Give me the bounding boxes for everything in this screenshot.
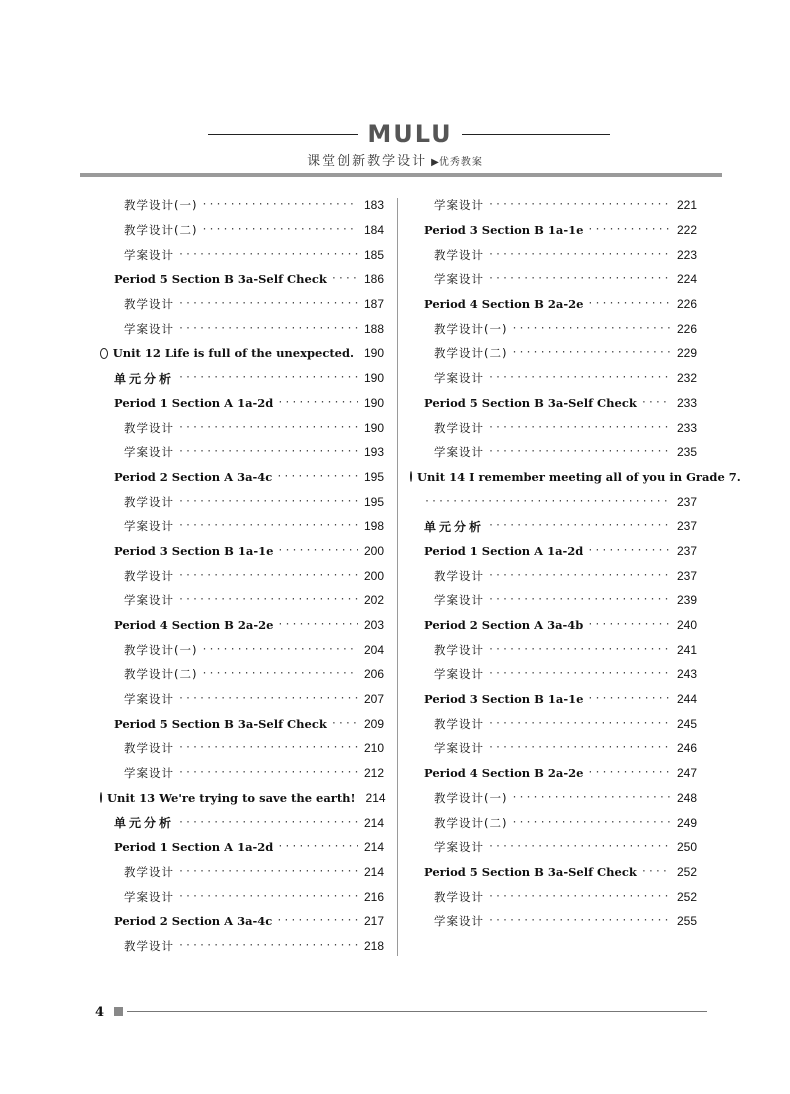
toc-entry-label: 教学设计: [124, 297, 174, 312]
toc-entry[interactable]: [100, 391, 384, 416]
toc-entry-label: Period 5 Section B 3a-Self Check: [424, 864, 637, 879]
toc-entry-label: 学案设计: [434, 667, 484, 682]
toc-entry-page: 243: [676, 667, 697, 682]
toc-entry-label: 教学设计: [434, 420, 484, 435]
toc-entry[interactable]: [100, 415, 384, 440]
toc-entry[interactable]: [410, 786, 697, 811]
toc-entry-label: 教学设计: [434, 568, 484, 583]
toc-leader-dots: [587, 298, 671, 310]
toc-entry-label: 教学设计(一): [434, 790, 508, 805]
toc-entry[interactable]: [410, 440, 697, 465]
toc-entry-page: 190: [363, 420, 384, 435]
page-header: [0, 118, 790, 178]
toc-entry[interactable]: [100, 440, 384, 465]
toc-leader-dots: [201, 199, 358, 211]
toc-entry-label: Unit 13 We're trying to save the earth!: [107, 790, 356, 805]
toc-leader-dots: [488, 594, 671, 606]
toc-entry[interactable]: [100, 786, 384, 811]
header-rule-right: [462, 134, 610, 135]
toc-entry[interactable]: [410, 415, 697, 440]
toc-entry-label: 学案设计: [124, 692, 174, 707]
toc-entry[interactable]: [410, 316, 697, 341]
toc-leader-dots: [178, 422, 358, 434]
toc-leader-dots: [276, 471, 358, 483]
toc-entry[interactable]: [100, 613, 384, 638]
toc-entry[interactable]: [100, 810, 384, 835]
toc-entry[interactable]: [410, 391, 697, 416]
toc-entry-page: 249: [676, 815, 697, 830]
toc-leader-dots: [178, 866, 358, 878]
toc-entry-page: 190: [363, 346, 384, 361]
toc-entry[interactable]: [410, 662, 697, 687]
toc-entry-page: 206: [363, 667, 384, 682]
toc-leader-dots: [488, 742, 671, 754]
toc-entry[interactable]: [100, 193, 384, 218]
toc-entry-page: 214: [363, 815, 384, 830]
toc-entry-page: 237: [676, 543, 697, 558]
toc-entry[interactable]: [410, 292, 697, 317]
toc-entry-label: 学案设计: [124, 766, 174, 781]
header-arrow-icon: ▶: [431, 157, 439, 168]
toc-entry[interactable]: [100, 860, 384, 885]
toc-leader-dots: [587, 224, 671, 236]
toc-leader-dots: [277, 545, 358, 557]
toc-entry-page: 188: [363, 321, 384, 336]
toc-leader-dots: [488, 520, 671, 532]
toc-entry-page: 237: [676, 494, 697, 509]
toc-entry-label: Period 4 Section B 2a-2e: [114, 618, 274, 633]
toc-entry-label: 教学设计: [434, 889, 484, 904]
toc-entry-page: 217: [363, 914, 384, 929]
toc-entry-page: 187: [363, 297, 384, 312]
toc-entry-label: Period 3 Section B 1a-1e: [424, 692, 584, 707]
toc-entry-label: 教学设计: [434, 642, 484, 657]
header-band: [80, 173, 722, 177]
toc-leader-dots: [488, 422, 671, 434]
toc-leader-dots: [488, 841, 671, 853]
toc-entry[interactable]: [100, 489, 384, 514]
toc-entry-label: Period 4 Section B 2a-2e: [424, 766, 584, 781]
toc-entry[interactable]: [410, 341, 697, 366]
toc-leader-dots: [201, 224, 358, 236]
toc-entry-label: 学案设计: [434, 741, 484, 756]
toc-entry[interactable]: [410, 687, 697, 712]
toc-entry-page: 204: [363, 642, 384, 657]
toc-entry[interactable]: [100, 761, 384, 786]
header-rule-left: [208, 134, 358, 135]
toc-entry[interactable]: [100, 514, 384, 539]
toc-leader-dots: [488, 644, 671, 656]
toc-entry-label: Period 1 Section A 1a-2d: [424, 543, 584, 558]
toc-entry[interactable]: [410, 242, 697, 267]
toc-entry-label: 教学设计: [124, 741, 174, 756]
toc-entry-label: 教学设计(二): [124, 223, 198, 238]
toc-right-column: [410, 193, 741, 934]
toc-entry[interactable]: [410, 539, 697, 564]
toc-leader-dots: [277, 397, 358, 409]
toc-entry[interactable]: [410, 366, 697, 391]
toc-entry-page: 198: [363, 519, 384, 534]
toc-entry[interactable]: [100, 292, 384, 317]
toc-entry-label: 学案设计: [124, 519, 174, 534]
toc-entry-page: 185: [363, 247, 384, 262]
toc-leader-dots: [178, 323, 358, 335]
toc-entry-label: 单元分析: [114, 816, 175, 831]
toc-entry[interactable]: [410, 218, 697, 243]
toc-entry-label: 单元分析: [424, 519, 485, 534]
toc-entry-label: Period 5 Section B 3a-Self Check: [114, 716, 327, 731]
toc-entry-page: 240: [676, 618, 697, 633]
toc-entry[interactable]: [100, 563, 384, 588]
toc-entry-label: Unit 12 Life is full of the unexpected.: [112, 346, 354, 361]
toc-entry-page: 221: [676, 198, 697, 213]
toc-entry[interactable]: [100, 242, 384, 267]
toc-entry-label: 单元分析: [114, 371, 175, 386]
toc-leader-dots: [178, 594, 358, 606]
toc-leader-dots: [587, 545, 671, 557]
toc-leader-dots: [488, 915, 671, 927]
toc-entry-page: 200: [363, 568, 384, 583]
toc-leader-dots: [331, 718, 358, 730]
toc-leader-dots: [201, 644, 358, 656]
toc-entry-page: 235: [676, 445, 697, 460]
toc-entry-label: Period 3 Section B 1a-1e: [114, 543, 274, 558]
toc-leader-dots: [178, 298, 358, 310]
toc-entry[interactable]: [410, 465, 741, 490]
toc-entry-label: 学案设计: [434, 371, 484, 386]
toc-entry[interactable]: [100, 539, 384, 564]
toc-entry-label: 教学设计: [434, 247, 484, 262]
toc-entry[interactable]: [100, 662, 384, 687]
toc-entry-page: 232: [676, 371, 697, 386]
toc-entry[interactable]: [100, 884, 384, 909]
toc-entry-label: 教学设计: [124, 420, 174, 435]
toc-leader-dots: [178, 570, 358, 582]
toc-entry-page: 216: [363, 889, 384, 904]
toc-entry-label: 学案设计: [434, 198, 484, 213]
toc-entry-page: 214: [363, 840, 384, 855]
header-subtitle-small: 优秀教案: [438, 157, 483, 168]
toc-entry-page: 245: [676, 716, 697, 731]
toc-entry-label: 教学设计(一): [124, 198, 198, 213]
toc-leader-dots: [276, 915, 358, 927]
toc-entry-page: 244: [676, 692, 697, 707]
toc-entry-label: Period 5 Section B 3a-Self Check: [114, 272, 327, 287]
unit-circle-icon: [100, 792, 102, 803]
toc-entry-label: 教学设计: [124, 494, 174, 509]
toc-entry-page: 246: [676, 741, 697, 756]
toc-entry[interactable]: [410, 711, 697, 736]
toc-entry[interactable]: [100, 687, 384, 712]
toc-entry-page: 247: [676, 766, 697, 781]
toc-leader-dots: [488, 372, 671, 384]
toc-leader-dots: [178, 496, 358, 508]
toc-entry-page: 190: [363, 395, 384, 410]
toc-leader-dots: [178, 446, 358, 458]
toc-leader-dots: [488, 570, 671, 582]
toc-entry[interactable]: [410, 588, 697, 613]
toc-entry[interactable]: [100, 465, 384, 490]
toc-leader-dots: [277, 619, 358, 631]
toc-entry-label: 教学设计(一): [434, 321, 508, 336]
toc-entry[interactable]: [100, 588, 384, 613]
toc-leader-dots: [587, 619, 671, 631]
header-subtitle: [0, 150, 790, 169]
toc-entry-label: 教学设计: [124, 864, 174, 879]
toc-entry[interactable]: [410, 489, 697, 514]
toc-entry-page: 229: [676, 346, 697, 361]
toc-entry[interactable]: [410, 613, 697, 638]
column-divider: [397, 198, 398, 956]
toc-entry[interactable]: [410, 193, 697, 218]
toc-entry-label: 学案设计: [434, 914, 484, 929]
toc-leader-dots: [178, 767, 358, 779]
toc-entry-label: Period 5 Section B 3a-Self Check: [424, 395, 637, 410]
toc-entry-label: 学案设计: [434, 272, 484, 287]
toc-entry-page: 255: [676, 914, 697, 929]
toc-entry-page: 214: [363, 864, 384, 879]
toc-entry-page: 195: [363, 494, 384, 509]
toc-leader-dots: [587, 767, 671, 779]
toc-entry-page: 218: [363, 938, 384, 953]
toc-leader-dots: [488, 446, 671, 458]
toc-leader-dots: [178, 891, 358, 903]
toc-entry-page: 209: [363, 716, 384, 731]
toc-entry[interactable]: [100, 341, 384, 366]
toc-entry[interactable]: [410, 514, 697, 539]
footer-page-number: 4: [95, 1005, 105, 1020]
toc-entry-label: Period 4 Section B 2a-2e: [424, 297, 584, 312]
toc-entry-label: 教学设计(二): [124, 667, 198, 682]
toc-leader-dots: [488, 199, 671, 211]
toc-entry[interactable]: [410, 835, 697, 860]
toc-leader-dots: [488, 718, 671, 730]
toc-entry-page: 212: [363, 766, 384, 781]
toc-entry[interactable]: [100, 218, 384, 243]
toc-entry-page: 183: [363, 198, 384, 213]
footer-rule: [127, 1011, 707, 1012]
toc-entry-page: 239: [676, 593, 697, 608]
toc-entry-label: 教学设计(二): [434, 346, 508, 361]
toc-entry[interactable]: [100, 637, 384, 662]
toc-entry[interactable]: [100, 909, 384, 934]
toc-entry-page: 184: [363, 223, 384, 238]
toc-entry-page: 248: [676, 790, 697, 805]
toc-entry[interactable]: [410, 267, 697, 292]
toc-leader-dots: [488, 249, 671, 261]
toc-leader-dots: [178, 693, 358, 705]
toc-leader-dots: [511, 817, 671, 829]
toc-entry-label: 学案设计: [434, 840, 484, 855]
toc-entry-page: 226: [676, 321, 697, 336]
toc-entry-label: 学案设计: [124, 445, 174, 460]
toc-entry-label: Period 2 Section A 3a-4c: [114, 469, 273, 484]
toc-entry[interactable]: [100, 267, 384, 292]
toc-entry-label: 学案设计: [124, 247, 174, 262]
toc-entry-page: 207: [363, 692, 384, 707]
toc-entry-page: 200: [363, 543, 384, 558]
toc-entry-label: 学案设计: [434, 593, 484, 608]
toc-leader-dots: [511, 347, 671, 359]
toc-entry-label: Period 1 Section A 1a-2d: [114, 840, 274, 855]
toc-entry-page: 202: [363, 593, 384, 608]
toc-leader-dots: [201, 668, 358, 680]
toc-entry-page: 190: [363, 371, 384, 386]
toc-entry[interactable]: [410, 884, 697, 909]
toc-leader-dots: [488, 668, 671, 680]
toc-leader-dots: [277, 841, 358, 853]
toc-entry-page: 214: [365, 790, 386, 805]
toc-entry-label: Period 3 Section B 1a-1e: [424, 223, 584, 238]
footer-square-icon: [114, 1007, 123, 1016]
toc-entry-label: Period 2 Section A 3a-4c: [114, 914, 273, 929]
header-title: MULU: [367, 120, 453, 148]
toc-entry[interactable]: [100, 934, 384, 959]
toc-leader-dots: [178, 520, 358, 532]
toc-entry-page: 210: [363, 741, 384, 756]
unit-circle-icon: [100, 348, 108, 359]
toc-entry[interactable]: [410, 909, 697, 934]
toc-entry[interactable]: [100, 711, 384, 736]
header-subtitle-main: 课堂创新教学设计: [307, 154, 428, 169]
toc-entry-page: 222: [676, 223, 697, 238]
toc-entry-label: 教学设计: [124, 568, 174, 583]
toc-entry-page: 237: [676, 568, 697, 583]
toc-entry-page: 237: [676, 519, 697, 534]
toc-leader-dots: [424, 496, 671, 508]
toc-entry[interactable]: [100, 736, 384, 761]
toc-entry-label: 学案设计: [124, 889, 174, 904]
toc-entry[interactable]: [410, 736, 697, 761]
toc-entry-page: 252: [676, 864, 697, 879]
toc-entry-page: 224: [676, 272, 697, 287]
toc-entry-label: Period 2 Section A 3a-4b: [424, 618, 584, 633]
toc-leader-dots: [511, 792, 671, 804]
toc-entry[interactable]: [410, 761, 697, 786]
unit-circle-icon: [410, 471, 412, 482]
toc-entry[interactable]: [100, 835, 384, 860]
toc-entry-label: 教学设计: [124, 938, 174, 953]
toc-leader-dots: [178, 249, 358, 261]
toc-leader-dots: [178, 742, 358, 754]
toc-left-column: [100, 193, 384, 958]
toc-entry[interactable]: [410, 860, 697, 885]
toc-entry-page: 226: [676, 297, 697, 312]
toc-leader-dots: [511, 323, 671, 335]
toc-leader-dots: [641, 397, 671, 409]
toc-entry-page: 233: [676, 395, 697, 410]
toc-entry[interactable]: [410, 637, 697, 662]
toc-leader-dots: [178, 372, 358, 384]
toc-leader-dots: [331, 273, 358, 285]
toc-entry[interactable]: [100, 316, 384, 341]
toc-entry[interactable]: [410, 810, 697, 835]
toc-leader-dots: [587, 693, 671, 705]
toc-leader-dots: [488, 273, 671, 285]
toc-leader-dots: [178, 817, 358, 829]
toc-entry[interactable]: [100, 366, 384, 391]
toc-entry-page: 193: [363, 445, 384, 460]
toc-entry-page: 195: [363, 469, 384, 484]
toc-entry-label: 学案设计: [124, 593, 174, 608]
toc-entry-label: Period 1 Section A 1a-2d: [114, 395, 274, 410]
toc-entry-page: 241: [676, 642, 697, 657]
toc-leader-dots: [488, 891, 671, 903]
toc-entry-label: Unit 14 I remember meeting all of you in Grade 7.: [417, 469, 741, 484]
toc-leader-dots: [178, 940, 358, 952]
toc-entry-label: 教学设计: [434, 716, 484, 731]
toc-entry-page: 223: [676, 247, 697, 262]
toc-entry-page: 186: [363, 272, 384, 287]
toc-entry[interactable]: [410, 563, 697, 588]
toc-entry-label: 学案设计: [124, 321, 174, 336]
toc-entry-page: 203: [363, 618, 384, 633]
toc-entry-page: 252: [676, 889, 697, 904]
toc-entry-page: 250: [676, 840, 697, 855]
toc-entry-label: 学案设计: [434, 445, 484, 460]
toc-entry-label: 教学设计(二): [434, 815, 508, 830]
toc-entry-label: 教学设计(一): [124, 642, 198, 657]
toc-entry-page: 233: [676, 420, 697, 435]
toc-leader-dots: [641, 866, 671, 878]
